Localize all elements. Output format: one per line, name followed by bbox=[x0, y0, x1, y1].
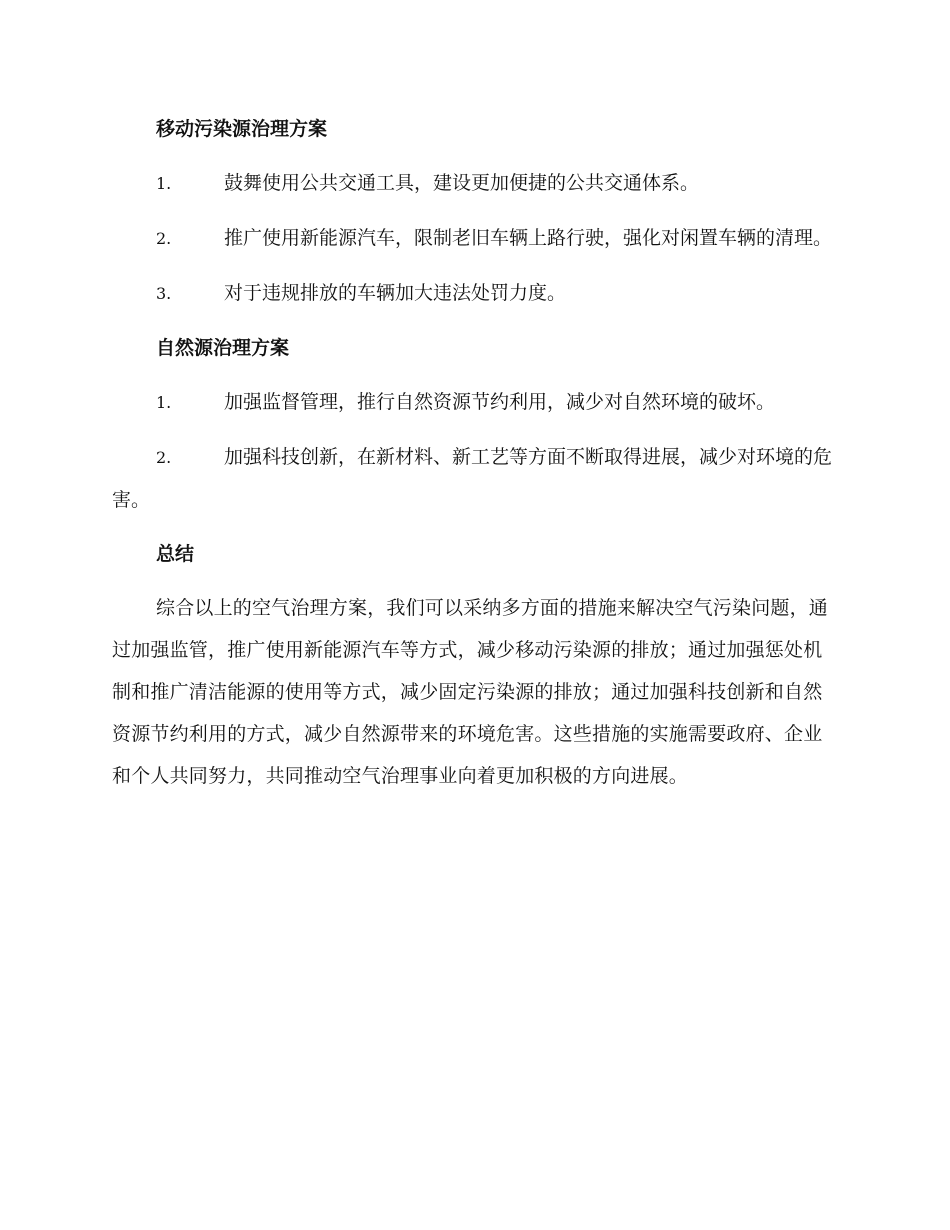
list-item bbox=[112, 272, 832, 315]
list-item bbox=[112, 162, 832, 205]
section-heading-mobile-sources: 移动污染源治理方案 bbox=[156, 118, 328, 140]
list-item bbox=[112, 381, 832, 424]
section-heading-summary: 总结 bbox=[156, 543, 195, 565]
document-body bbox=[112, 108, 832, 797]
list-number: 3. bbox=[156, 284, 172, 303]
list-number: 2. bbox=[156, 448, 172, 467]
summary-paragraph: 综合以上的空气治理方案，我们可以采纳多方面的措施来解决空气污染问题，通过加强监管，推广使用新能源汽车等方式，减少移动污染源的排放；通过加强惩处机制和推广清洁能源的使用等方式，减少固定污染源的排放；通过加强科技创新和自然资源节约利用的方式，减少自然源带来的环境危害。这些措施的实施需要政府、企业和个人共同努力，共同推动空气治理事业向着更加积极的方向进展。 bbox=[112, 597, 829, 787]
list-number: 1. bbox=[156, 174, 172, 193]
list-item bbox=[112, 217, 832, 260]
list-item-text: 加强科技创新，在新材料、新工艺等方面不断取得进展，减少对环境的危害。 bbox=[112, 446, 833, 511]
section-heading-natural-sources: 自然源治理方案 bbox=[156, 337, 290, 359]
list-number: 2. bbox=[156, 229, 172, 248]
list-item-text: 加强监督管理，推行自然资源节约利用，减少对自然环境的破坏。 bbox=[224, 391, 776, 413]
list-number: 1. bbox=[156, 393, 172, 412]
list-item-text: 鼓舞使用公共交通工具，建设更加便捷的公共交通体系。 bbox=[224, 172, 700, 194]
list-item bbox=[112, 436, 832, 521]
list-item-text: 推广使用新能源汽车，限制老旧车辆上路行驶，强化对闲置车辆的清理。 bbox=[224, 227, 833, 249]
list-item-text: 对于违规排放的车辆加大违法处罚力度。 bbox=[224, 282, 567, 304]
